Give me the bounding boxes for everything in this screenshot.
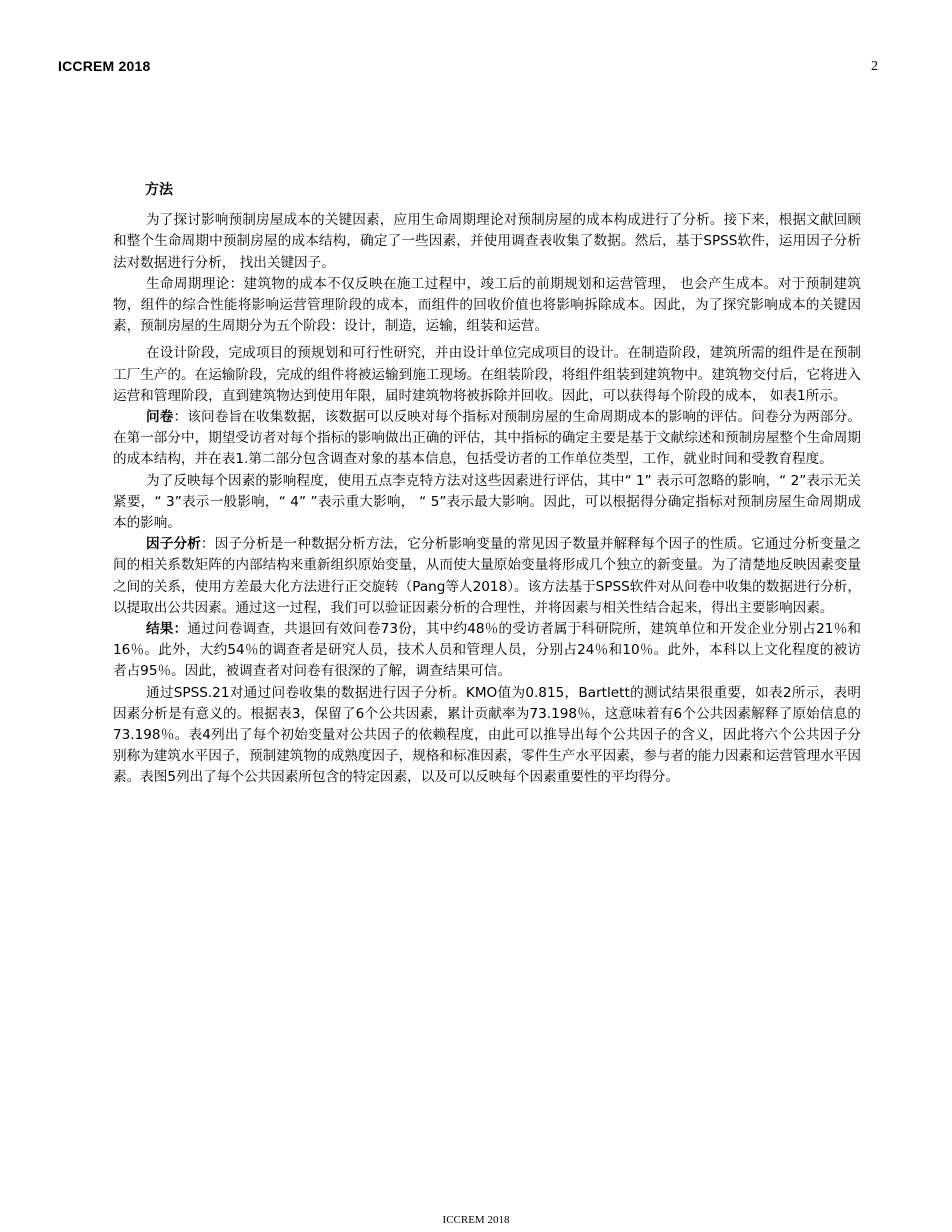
paragraph-results [113,619,861,683]
questionnaire-lead: 问卷 [146,409,174,426]
article-body [113,180,861,789]
paragraph-spss-analysis: 通过SPSS.21对通过问卷收集的数据进行因子分析。KMO值为0.815，Bartlett的测试结果很重要，如表2所示，表明因素分析是有意义的。根据表3，保留了6个公共因素，累计贡献率为73.198％，这意味着有6个公共因素解释了原始信息的73.198％。表4列出了每个初始变量对公共因子的依赖程度，由此可以推导出每个公共因子的含义，因此将六个公共因子分别称为建筑水平因子，预制建筑物的成熟度因子，规格和标准因素，零件生产水平因素，参与者的能力因素和运营管理水平因素。表图5列出了每个公共因素所包含的特定因素，以及可以反映每个因素重要性的平均得分。 [113,684,861,786]
factor-analysis-lead: 因子分析 [146,536,202,553]
paragraph-questionnaire [113,407,861,471]
paragraph-intro: 为了探讨影响预制房屋成本的关键因素，应用生命周期理论对预制房屋的成本构成进行了分析。接下来，根据文献回顾和整个生命周期中预制房屋的成本结构，确定了一些因素，并使用调查表收集了数据。然后，基于SPSS软件，运用因子分析法对数据进行分析， 找出关键因子。 [113,212,861,271]
section-heading: 方法 [145,182,173,198]
results-body: 通过问卷调查，共退回有效问卷73份，其中约48％的受访者属于科研院所，建筑单位和开发企业分别占21％和16％。此外，大约54％的调查者是研究人员，技术人员和管理人员，分别占24％和10％。此外，本科以上文化程度的被访者占95％。因此，被调查者对问卷有很深的了解，调查结果可信。 [113,621,862,680]
questionnaire-body: ：该问卷旨在收集数据，该数据可以反映对每个指标对预制房屋的生命周期成本的影响的评估。问卷分为两部分。在第一部分中，期望受访者对每个指标的影响做出正确的评估，其中指标的确定主要是基于文献综述和预制房屋整个生命周期的成本结构，并在表1.第二部分包含调查对象的基本信息，包括受访者的工作单位类型，工作，就业时间和受教育程度。 [113,409,862,468]
paragraph-factor-analysis [113,534,861,619]
paragraph-stages: 在设计阶段，完成项目的预规划和可行性研究，并由设计单位完成项目的设计。在制造阶段，建筑所需的组件是在预制工厂生产的。在运输阶段，完成的组件将被运输到施工现场。在组装阶段，将组件组装到建筑物中。建筑物交付后，它将进入运营和管理阶段，直到建筑物达到使用年限，届时建筑物将被拆除并回收。因此，可以获得每个阶段的成本， 如表1所示。 [113,345,861,404]
paragraph-likert: 为了反映每个因素的影响程度，使用五点李克特方法对这些因素进行评估，其中“ 1” 表示可忽略的影响，“ 2”表示无关紧要，“ 3”表示一般影响，“ 4” ”表示重大影响， “ 5”表示最大影响。因此，可以根据得分确定指标对预制房屋生命周期成本的影响。 [113,472,861,532]
running-header-title: ICCREM 2018 [58,58,151,74]
factor-analysis-body: ：因子分析是一种数据分析方法，它分析影响变量的常见因子数量并解释每个因子的性质。它通过分析变量之间的相关系数矩阵的内部结构来重新组织原始变量，从而使大量原始变量将形成几个独立的新变量。为了清楚地反映因素变量之间的关系，使用方差最大化方法进行正交旋转（Pang等人2018）。该方法基于SPSS软件对从问卷中收集的数据进行分析，以提取出公共因素。通过这一过程，我们可以验证因素分析的合理性，并将因素与相关性结合起来，得出主要影响因素。 [113,536,861,616]
running-footer: ICCREM 2018 [442,1214,510,1226]
paragraph-lifecycle-theory: 生命周期理论：建筑物的成本不仅反映在施工过程中，竣工后的前期规划和运营管理， 也会产生成本。对于预制建筑物，组件的综合性能将影响运营管理阶段的成本，而组件的回收价值也将影响拆除成本。因此，为了探究影响成本的关键因素，预制房屋的生周期分为五个阶段：设计，制造，运输，组装和运营。 [113,275,861,335]
page-number: 2 [871,59,878,74]
results-lead: 结果： [146,621,188,638]
